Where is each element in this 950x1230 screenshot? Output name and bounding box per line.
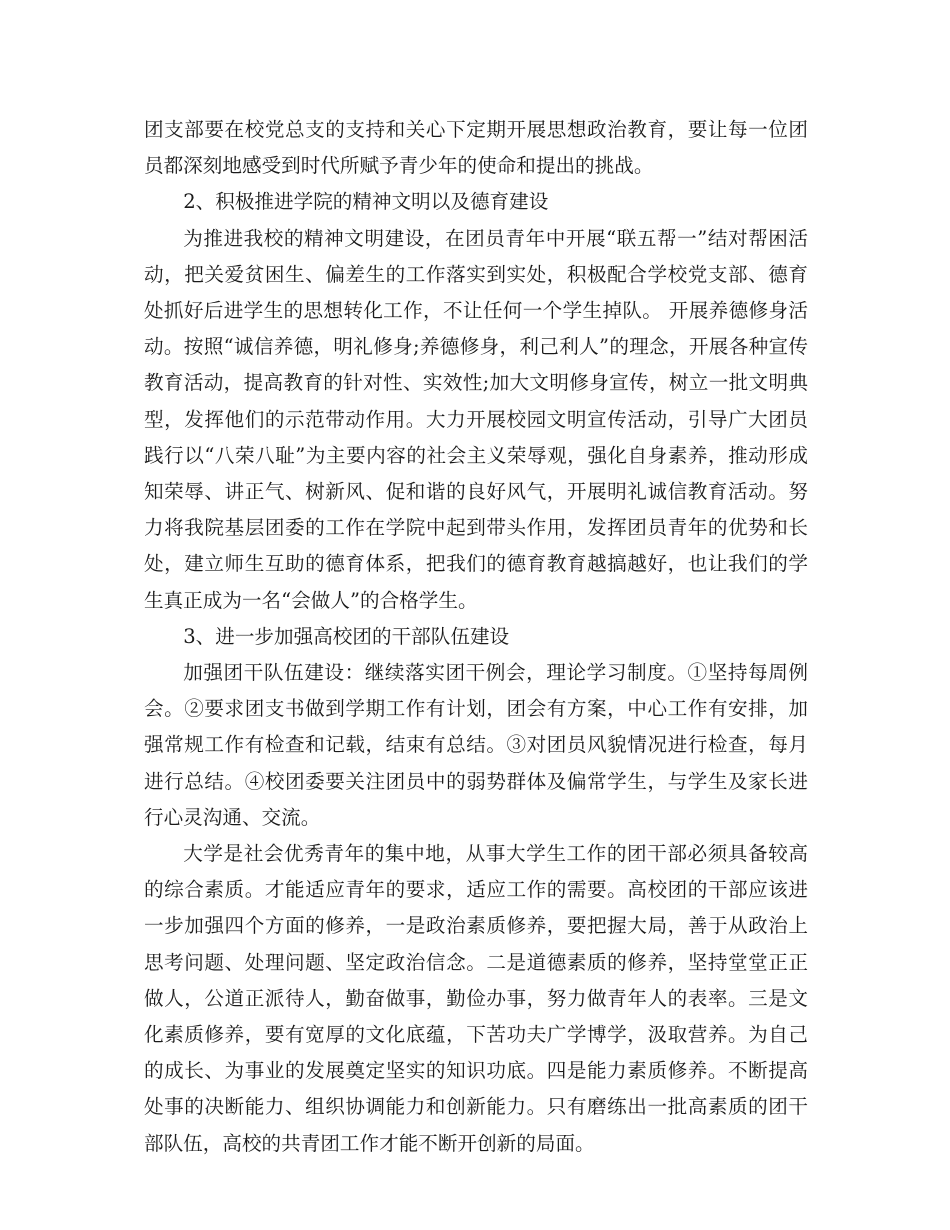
paragraph-continuation: 团支部要在校党总支的支持和关心下定期开展思想政治教育，要让每一位团员都深刻地感受到时代所赋予青少年的使命和提出的挑战。 [144,118,808,178]
paragraph-spiritual-civilization: 为推进我校的精神文明建设，在团员青年中开展“联五帮一”结对帮困活动，把关爱贫困生、偏差生的工作落实到实处，积极配合学校党支部、德育处抓好后进学生的思想转化工作，不让任何一个学生掉队。 开展养德修身活动。按照“诚信养德，明礼修身;养德修身，利己利人”的理念，开展各种宣传教育活动，提高教育的针对性、实效性;加大文明修身宣传，树立一批文明典型，发挥他们的示范带动作用。大力开展校园文明宣传活动，引导广大团员践行以“八荣八耻”为主要内容的社会主义荣辱观，强化自身素养，推动形成知荣辱、讲正气、树新风、促和谐的良好风气，开展明礼诚信教育活动。努力将我院基层团委的工作在学院中起到带头作用，发挥团员青年的优势和长处，建立师生互助的德育体系，把我们的德育教育越搞越好，也让我们的学生真正成为一名“会做人”的合格学生。 [144,226,808,612]
section-heading-3: 3、进一步加强高校团的干部队伍建设 [183,624,510,648]
section-heading-2: 2、积极推进学院的精神文明以及德育建设 [183,190,549,214]
document-body [144,112,808,1162]
paragraph-cadre-quality: 大学是社会优秀青年的集中地，从事大学生工作的团干部必须具备较高的综合素质。才能适应青年的要求，适应工作的需要。高校团的干部应该进一步加强四个方面的修养，一是政治素质修养，要把握大局，善于从政治上思考问题、处理问题、坚定政治信念。二是道德素质的修养，坚持堂堂正正做人，公道正派待人，勤奋做事，勤俭办事，努力做青年人的表率。三是文化素质修养，要有宽厚的文化底蕴，下苦功夫广学博学，汲取营养。为自己的成长、为事业的发展奠定坚实的知识功底。四是能力素质修养。不断提高处事的决断能力、组织协调能力和创新能力。只有磨练出一批高素质的团干部队伍，高校的共青团工作才能不断开创新的局面。 [144,842,808,1155]
paragraph-cadre-team-building: 加强团干队伍建设：继续落实团干例会，理论学习制度。①坚持每周例会。②要求团支书做到学期工作有计划，团会有方案，中心工作有安排，加强常规工作有检查和记载，结束有总结。③对团员风貌情况进行检查，每月进行总结。④校团委要关注团员中的弱势群体及偏常学生，与学生及家长进行心灵沟通、交流。 [144,661,808,829]
